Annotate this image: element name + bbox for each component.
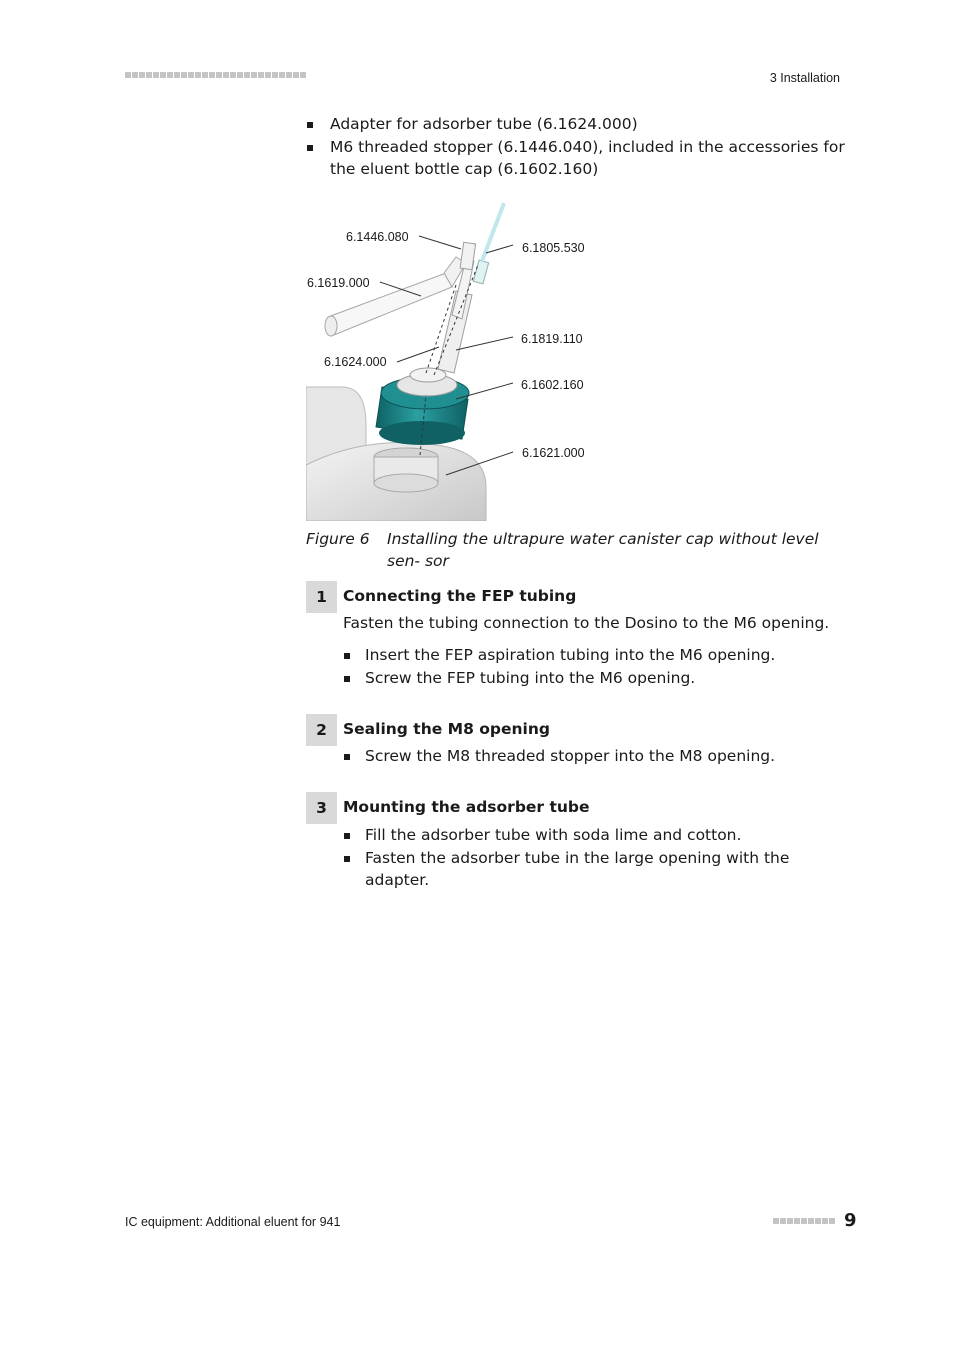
list-item: Adapter for adsorber tube (6.1624.000) <box>306 113 846 136</box>
list-item: Screw the FEP tubing into the M6 opening. <box>343 667 843 690</box>
list-item: Fasten the adsorber tube in the large opening with the adapter. <box>343 847 843 892</box>
list-item: Screw the M8 threaded stopper into the M8 opening. <box>343 745 843 768</box>
figure-label: 6.1602.160 <box>521 378 584 392</box>
step-description: Fasten the tubing connection to the Dosino to the M6 opening. <box>343 614 830 632</box>
figure-label: 6.1805.530 <box>522 241 585 255</box>
footer-document-title: IC equipment: Additional eluent for 941 <box>125 1215 341 1229</box>
step-bullet-list <box>343 644 843 689</box>
step-title: Sealing the M8 opening <box>343 720 550 738</box>
header-section-title: 3 Installation <box>769 71 840 85</box>
intro-bullet-list <box>306 113 846 181</box>
step-bullet-list <box>343 745 843 768</box>
step-title: Mounting the adsorber tube <box>343 798 590 816</box>
figure-label: 6.1819.110 <box>521 332 583 346</box>
step-title: Connecting the FEP tubing <box>343 587 577 605</box>
figure-label: 6.1619.000 <box>307 276 370 290</box>
figure-illustration <box>306 195 846 521</box>
figure-label: 6.1624.000 <box>324 355 387 369</box>
figure-number: Figure 6 <box>306 530 370 548</box>
step-number: 2 <box>306 714 337 746</box>
step-number: 1 <box>306 581 337 613</box>
figure-label: 6.1621.000 <box>522 446 585 460</box>
list-item: Fill the adsorber tube with soda lime and cotton. <box>343 824 843 847</box>
canister-cap-diagram <box>306 195 846 521</box>
bottle-cap <box>376 368 469 445</box>
page-number: 9 <box>844 1210 857 1231</box>
figure-label: 6.1446.080 <box>346 230 409 244</box>
header-decoration <box>125 72 306 78</box>
list-item: Insert the FEP aspiration tubing into the M6 opening. <box>343 644 843 667</box>
step-number: 3 <box>306 792 337 824</box>
figure-caption-text: Installing the ultrapure water canister cap without level sen- sor <box>387 530 819 570</box>
step-bullet-list <box>343 824 843 892</box>
footer-decoration <box>773 1218 835 1224</box>
list-item: M6 threaded stopper (6.1446.040), included in the accessories for the eluent bottle cap (6.1602.160) <box>306 136 846 181</box>
